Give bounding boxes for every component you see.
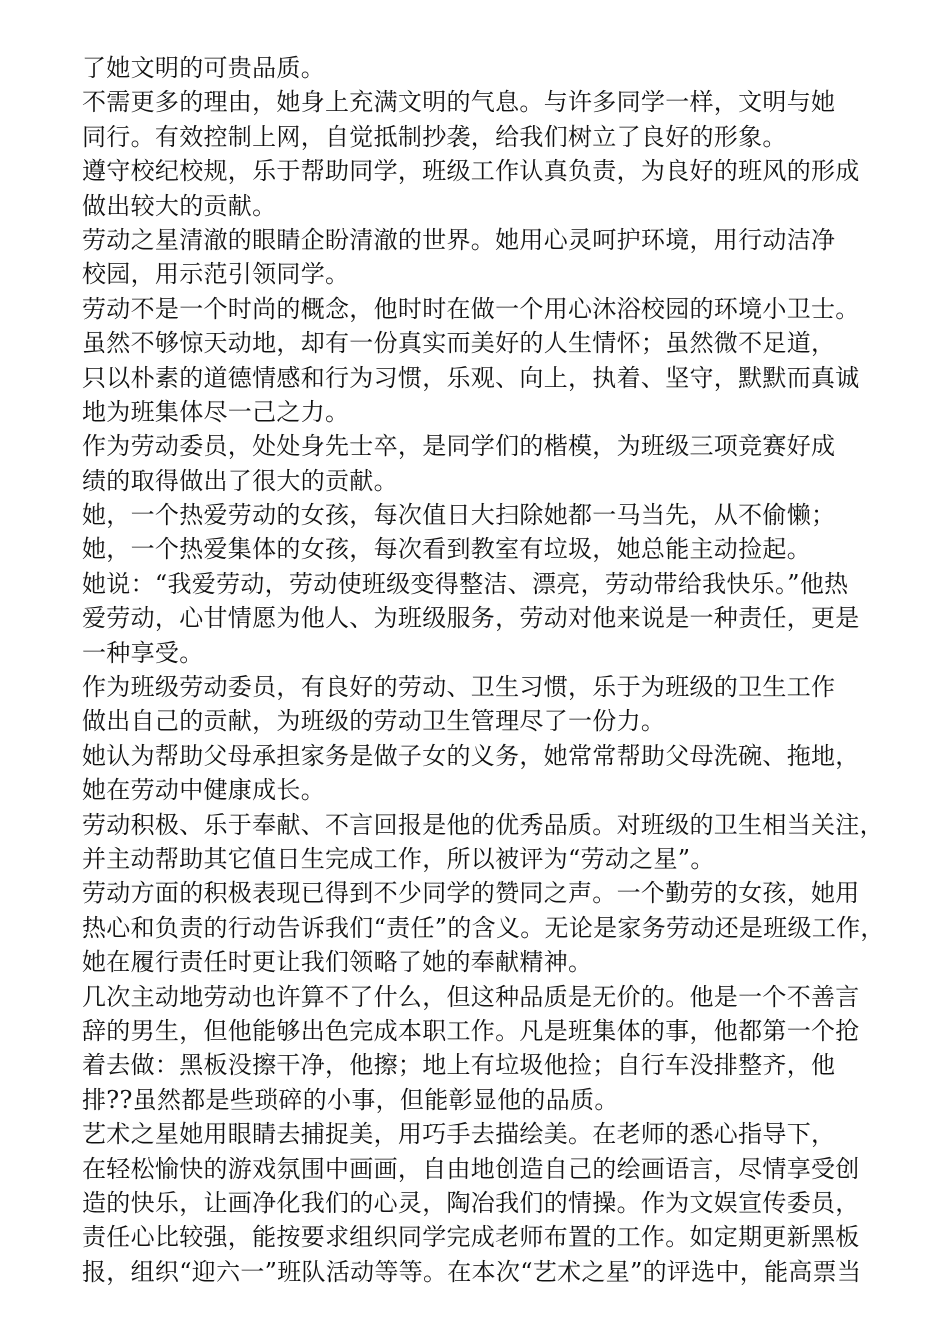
text-line: 做出自己的贡献，为班级的劳动卫生管理尽了一份力。 bbox=[82, 707, 666, 736]
text-line: 劳动之星清澈的眼睛企盼清澈的世界。她用心灵呵护环境，用行动洁净 bbox=[82, 225, 836, 254]
text-line: 劳动不是一个时尚的概念，他时时在做一个用心沐浴校园的环境小卫士。 bbox=[82, 294, 860, 323]
text-line: 她在劳动中健康成长。 bbox=[82, 776, 325, 805]
text-line: 作为班级劳动委员，有良好的劳动、卫生习惯，乐于为班级的卫生工作 bbox=[82, 673, 836, 702]
text-line: 劳动积极、乐于奉献、不言回报是他的优秀品质。对班级的卫生相当关注， bbox=[82, 810, 884, 839]
text-line: 一种享受。 bbox=[82, 638, 204, 667]
text-line: 她，一个热爱劳动的女孩，每次值日大扫除她都一马当先，从不偷懒； bbox=[82, 501, 836, 530]
text-line: 她，一个热爱集体的女孩，每次看到教室有垃圾，她总能主动捡起。 bbox=[82, 535, 811, 564]
text-line: 着去做：黑板没擦干净，他擦；地上有垃圾他捡；自行车没排整齐，他 bbox=[82, 1051, 836, 1080]
text-line: 并主动帮助其它值日生完成工作，所以被评为“劳动之星”。 bbox=[82, 844, 715, 873]
text-line: 她在履行责任时更让我们领略了她的奉献精神。 bbox=[82, 948, 593, 977]
text-line: 校园，用示范引领同学。 bbox=[82, 260, 350, 289]
text-line: 在轻松愉快的游戏氛围中画画，自由地创造自己的绘画语言，尽情享受创 bbox=[82, 1154, 860, 1183]
text-line: 不需更多的理由，她身上充满文明的气息。与许多同学一样，文明与她 bbox=[82, 88, 836, 117]
text-line: 作为劳动委员，处处身先士卒，是同学们的楷模，为班级三项竞赛好成 bbox=[82, 432, 836, 461]
text-line: 报，组织“迎六一”班队活动等等。在本次“艺术之星”的评选中，能高票当 bbox=[82, 1257, 862, 1286]
text-line: 遵守校纪校规，乐于帮助同学，班级工作认真负责，为良好的班风的形成 bbox=[82, 157, 860, 186]
text-line: 绩的取得做出了很大的贡献。 bbox=[82, 466, 398, 495]
text-line: 地为班集体尽一己之力。 bbox=[82, 397, 350, 426]
text-line: 责任心比较强，能按要求组织同学完成老师布置的工作。如定期更新黑板 bbox=[82, 1223, 860, 1252]
text-line: 她认为帮助父母承担家务是做子女的义务，她常常帮助父母洗碗、拖地， bbox=[82, 741, 860, 770]
text-line: 排??虽然都是些琐碎的小事，但能彰显他的品质。 bbox=[82, 1085, 619, 1114]
text-line: 同行。有效控制上网，自觉抵制抄袭，给我们树立了良好的形象。 bbox=[82, 122, 787, 151]
text-line: 只以朴素的道德情感和行为习惯，乐观、向上，执着、坚守，默默而真诚 bbox=[82, 363, 860, 392]
text-line: 了她文明的可贵品质。 bbox=[82, 54, 325, 82]
text-line: 艺术之星她用眼睛去捕捉美，用巧手去描绘美。在老师的悉心指导下， bbox=[82, 1120, 836, 1149]
text-line: 几次主动地劳动也许算不了什么，但这种品质是无价的。他是一个不善言 bbox=[82, 982, 860, 1011]
text-line: 虽然不够惊天动地，却有一份真实而美好的人生情怀；虽然微不足道， bbox=[82, 329, 836, 358]
text-line: 劳动方面的积极表现已得到不少同学的赞同之声。一个勤劳的女孩，她用 bbox=[82, 879, 860, 908]
text-line: 热心和负责的行动告诉我们“责任”的含义。无论是家务劳动还是班级工作， bbox=[82, 913, 885, 942]
text-line: 她说：“我爱劳动，劳动使班级变得整洁、漂亮，劳动带给我快乐。”他热 bbox=[82, 569, 849, 598]
text-line: 爱劳动，心甘情愿为他人、为班级服务，劳动对他来说是一种责任，更是 bbox=[82, 604, 860, 633]
body-text bbox=[82, 51, 892, 1289]
text-line: 造的快乐，让画净化我们的心灵，陶冶我们的情操。作为文娱宣传委员， bbox=[82, 1188, 860, 1217]
text-line: 辞的男生，但他能够出色完成本职工作。凡是班集体的事，他都第一个抢 bbox=[82, 1016, 860, 1045]
text-line: 做出较大的贡献。 bbox=[82, 191, 277, 220]
